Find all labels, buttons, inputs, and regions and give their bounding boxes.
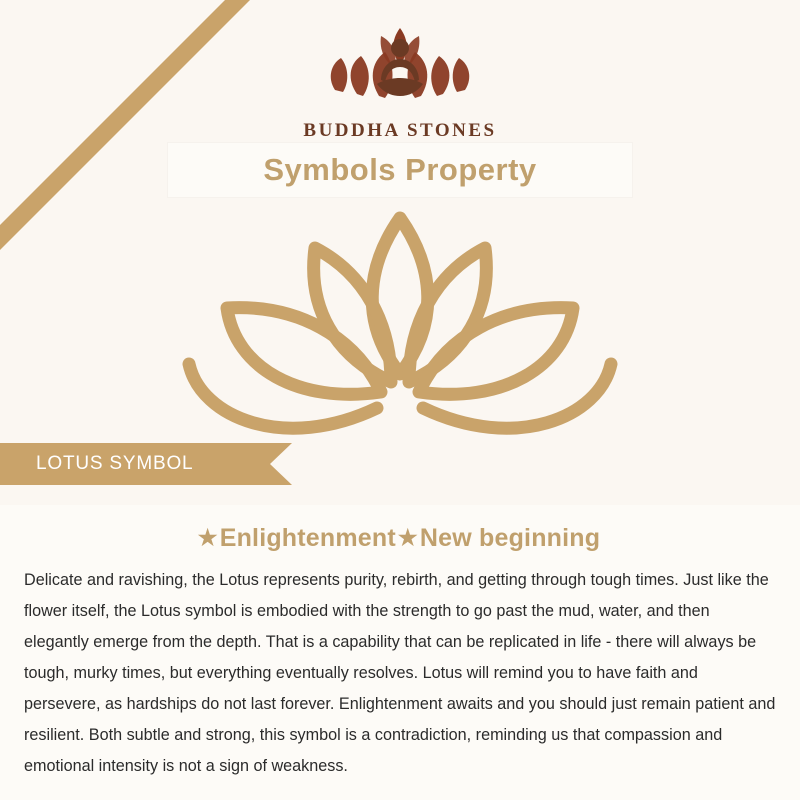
star-icon-middle: ★ (397, 525, 418, 550)
ribbon-label: LOTUS SYMBOL (36, 453, 194, 474)
lotus-symbol-ribbon (0, 443, 270, 485)
body-paragraph: Delicate and ravishing, the Lotus represents purity, rebirth, and getting through tough times. Just like the flower itself, the Lotus symbol is embodied with the strength to go past the mud, water, and then elegantly emerge from the depth. That is a capability that can be replicated in life - there will always be tough, murky times, but everything eventually resolves. Lotus will remind you to have faith and persevere, as hardships do not last forever. Enlightenment awaits and you should just remain patient and resilient. Both subtle and strong, this symbol is a contradiction, reminding us that compassion and emotional intensity is not a sign of weakness. (24, 571, 776, 775)
headline-word-one: Enlightenment (219, 524, 396, 552)
lotus-meditation-figure-icon (0, 18, 800, 118)
description-panel (0, 505, 800, 800)
star-icon-left: ★ (197, 525, 218, 550)
brand-header (0, 18, 800, 142)
page-title: Symbols Property (263, 152, 537, 187)
headline (0, 505, 800, 553)
headline-word-two: New beginning (419, 524, 601, 552)
ribbon-tail (270, 443, 292, 485)
brand-name: BUDDHA STONES (303, 120, 497, 141)
